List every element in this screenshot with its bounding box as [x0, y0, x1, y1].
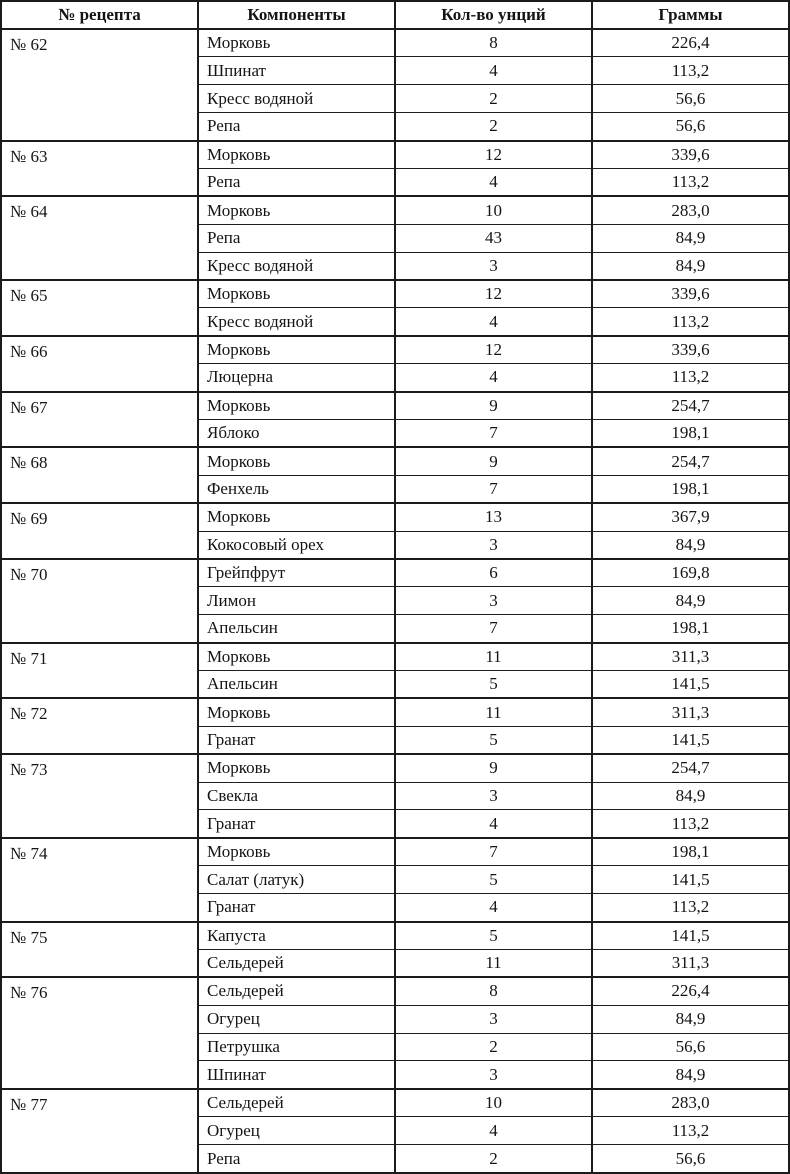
ounces-cell: 10 [395, 196, 592, 224]
ounces-cell: 5 [395, 922, 592, 950]
ounces-cell: 5 [395, 866, 592, 894]
grams-cell: 141,5 [592, 670, 789, 698]
component-cell: Апельсин [198, 615, 395, 643]
grams-cell: 113,2 [592, 168, 789, 196]
table-row [1, 977, 789, 1005]
ounces-cell: 4 [395, 57, 592, 85]
ounces-cell: 4 [395, 168, 592, 196]
grams-cell: 56,6 [592, 85, 789, 113]
grams-cell: 198,1 [592, 838, 789, 866]
recipe-id-cell: № 69 [1, 503, 198, 559]
ounces-cell: 3 [395, 252, 592, 280]
component-cell: Апельсин [198, 670, 395, 698]
table-row [1, 447, 789, 475]
grams-cell: 113,2 [592, 810, 789, 838]
table-row [1, 280, 789, 308]
component-cell: Репа [198, 1145, 395, 1173]
recipe-table-body [1, 29, 789, 1173]
ounces-cell: 8 [395, 29, 592, 57]
recipe-id-cell: № 73 [1, 754, 198, 838]
grams-cell: 254,7 [592, 447, 789, 475]
component-cell: Капуста [198, 922, 395, 950]
component-cell: Кресс водяной [198, 252, 395, 280]
col-header-recipe-number: № рецепта [1, 1, 198, 29]
table-row [1, 141, 789, 169]
ounces-cell: 13 [395, 503, 592, 531]
grams-cell: 84,9 [592, 587, 789, 615]
component-cell: Морковь [198, 141, 395, 169]
table-row [1, 503, 789, 531]
table-row [1, 922, 789, 950]
component-cell: Морковь [198, 336, 395, 364]
component-cell: Кресс водяной [198, 85, 395, 113]
component-cell: Огурец [198, 1005, 395, 1033]
ounces-cell: 10 [395, 1089, 592, 1117]
component-cell: Репа [198, 168, 395, 196]
table-row [1, 392, 789, 420]
ounces-cell: 2 [395, 113, 592, 141]
grams-cell: 226,4 [592, 29, 789, 57]
ounces-cell: 2 [395, 1033, 592, 1061]
grams-cell: 141,5 [592, 922, 789, 950]
ounces-cell: 3 [395, 587, 592, 615]
recipe-id-cell: № 62 [1, 29, 198, 141]
ounces-cell: 7 [395, 419, 592, 447]
table-row [1, 643, 789, 671]
col-header-components: Компоненты [198, 1, 395, 29]
grams-cell: 311,3 [592, 698, 789, 726]
ounces-cell: 12 [395, 280, 592, 308]
recipe-id-cell: № 74 [1, 838, 198, 922]
component-cell: Фенхель [198, 475, 395, 503]
grams-cell: 254,7 [592, 754, 789, 782]
grams-cell: 84,9 [592, 252, 789, 280]
recipe-id-cell: № 63 [1, 141, 198, 197]
component-cell: Лимон [198, 587, 395, 615]
component-cell: Сельдерей [198, 977, 395, 1005]
ounces-cell: 43 [395, 224, 592, 252]
ounces-cell: 7 [395, 838, 592, 866]
recipe-id-cell: № 76 [1, 977, 198, 1089]
component-cell: Шпинат [198, 1061, 395, 1089]
component-cell: Свекла [198, 782, 395, 810]
grams-cell: 254,7 [592, 392, 789, 420]
col-header-grams: Граммы [592, 1, 789, 29]
component-cell: Кокосовый орех [198, 531, 395, 559]
grams-cell: 141,5 [592, 726, 789, 754]
component-cell: Морковь [198, 754, 395, 782]
ounces-cell: 4 [395, 1117, 592, 1145]
ounces-cell: 9 [395, 447, 592, 475]
component-cell: Морковь [198, 838, 395, 866]
recipe-id-cell: № 67 [1, 392, 198, 448]
grams-cell: 339,6 [592, 280, 789, 308]
grams-cell: 283,0 [592, 1089, 789, 1117]
grams-cell: 339,6 [592, 141, 789, 169]
component-cell: Морковь [198, 447, 395, 475]
component-cell: Салат (латук) [198, 866, 395, 894]
grams-cell: 84,9 [592, 1005, 789, 1033]
ounces-cell: 7 [395, 475, 592, 503]
grams-cell: 113,2 [592, 57, 789, 85]
component-cell: Гранат [198, 726, 395, 754]
ounces-cell: 3 [395, 1005, 592, 1033]
component-cell: Морковь [198, 503, 395, 531]
grams-cell: 311,3 [592, 643, 789, 671]
table-row [1, 559, 789, 587]
ounces-cell: 3 [395, 1061, 592, 1089]
table-row [1, 754, 789, 782]
recipe-id-cell: № 70 [1, 559, 198, 643]
recipe-id-cell: № 71 [1, 643, 198, 699]
component-cell: Яблоко [198, 419, 395, 447]
component-cell: Сельдерей [198, 949, 395, 977]
ounces-cell: 4 [395, 810, 592, 838]
ounces-cell: 6 [395, 559, 592, 587]
ounces-cell: 3 [395, 782, 592, 810]
grams-cell: 169,8 [592, 559, 789, 587]
recipe-id-cell: № 72 [1, 698, 198, 754]
grams-cell: 141,5 [592, 866, 789, 894]
grams-cell: 367,9 [592, 503, 789, 531]
grams-cell: 84,9 [592, 531, 789, 559]
grams-cell: 198,1 [592, 419, 789, 447]
ounces-cell: 5 [395, 726, 592, 754]
recipe-id-cell: № 77 [1, 1089, 198, 1173]
recipe-id-cell: № 64 [1, 196, 198, 280]
component-cell: Морковь [198, 698, 395, 726]
ounces-cell: 8 [395, 977, 592, 1005]
grams-cell: 113,2 [592, 308, 789, 336]
recipe-id-cell: № 75 [1, 922, 198, 978]
ounces-cell: 9 [395, 392, 592, 420]
component-cell: Огурец [198, 1117, 395, 1145]
grams-cell: 198,1 [592, 475, 789, 503]
table-row [1, 29, 789, 57]
component-cell: Люцерна [198, 364, 395, 392]
component-cell: Репа [198, 113, 395, 141]
component-cell: Гранат [198, 810, 395, 838]
component-cell: Шпинат [198, 57, 395, 85]
recipe-id-cell: № 66 [1, 336, 198, 392]
grams-cell: 113,2 [592, 894, 789, 922]
grams-cell: 113,2 [592, 364, 789, 392]
component-cell: Морковь [198, 29, 395, 57]
grams-cell: 113,2 [592, 1117, 789, 1145]
grams-cell: 339,6 [592, 336, 789, 364]
ounces-cell: 11 [395, 643, 592, 671]
ounces-cell: 12 [395, 336, 592, 364]
component-cell: Сельдерей [198, 1089, 395, 1117]
grams-cell: 56,6 [592, 113, 789, 141]
grams-cell: 84,9 [592, 782, 789, 810]
table-header [1, 1, 789, 29]
component-cell: Морковь [198, 392, 395, 420]
component-cell: Петрушка [198, 1033, 395, 1061]
grams-cell: 198,1 [592, 615, 789, 643]
ounces-cell: 4 [395, 894, 592, 922]
component-cell: Кресс водяной [198, 308, 395, 336]
ounces-cell: 2 [395, 85, 592, 113]
component-cell: Гранат [198, 894, 395, 922]
ounces-cell: 11 [395, 698, 592, 726]
component-cell: Репа [198, 224, 395, 252]
ounces-cell: 9 [395, 754, 592, 782]
ounces-cell: 11 [395, 949, 592, 977]
ounces-cell: 7 [395, 615, 592, 643]
table-row [1, 698, 789, 726]
grams-cell: 226,4 [592, 977, 789, 1005]
component-cell: Грейпфрут [198, 559, 395, 587]
table-row [1, 336, 789, 364]
grams-cell: 56,6 [592, 1145, 789, 1173]
grams-cell: 84,9 [592, 224, 789, 252]
ounces-cell: 5 [395, 670, 592, 698]
ounces-cell: 2 [395, 1145, 592, 1173]
col-header-ounces: Кол-во унций [395, 1, 592, 29]
header-row [1, 1, 789, 29]
table-row [1, 838, 789, 866]
table-row [1, 1089, 789, 1117]
recipe-id-cell: № 65 [1, 280, 198, 336]
ounces-cell: 4 [395, 364, 592, 392]
ounces-cell: 3 [395, 531, 592, 559]
component-cell: Морковь [198, 280, 395, 308]
ounces-cell: 12 [395, 141, 592, 169]
grams-cell: 56,6 [592, 1033, 789, 1061]
recipe-id-cell: № 68 [1, 447, 198, 503]
grams-cell: 283,0 [592, 196, 789, 224]
grams-cell: 311,3 [592, 949, 789, 977]
component-cell: Морковь [198, 643, 395, 671]
table-row [1, 196, 789, 224]
component-cell: Морковь [198, 196, 395, 224]
ounces-cell: 4 [395, 308, 592, 336]
grams-cell: 84,9 [592, 1061, 789, 1089]
